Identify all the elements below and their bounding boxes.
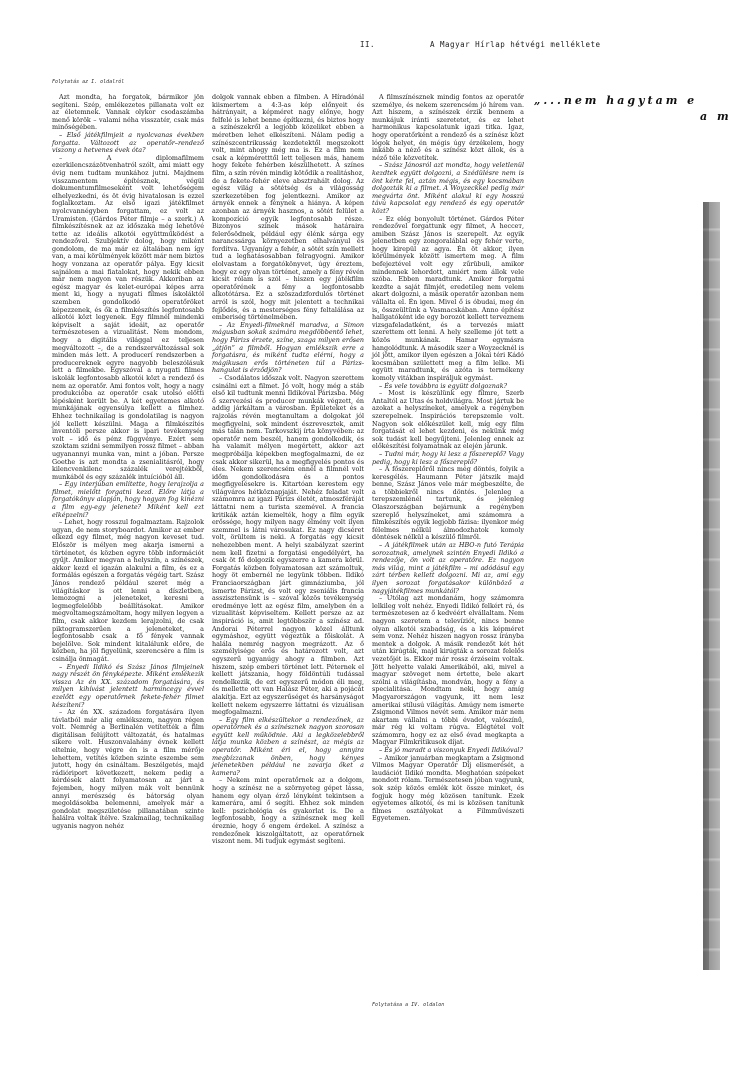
interview-question: – Tudni már, hogy ki lesz a főszereplő? Vagy pedig, hogy ki lesz a főszereplő? [372,449,524,466]
article-column-3 [372,94,524,994]
paragraph: A filmszínésznek mindig fontos az operatőr személye, és nekem szerencsém jó hírem van. Azt hiszem, a színészek érzik bennem a munkájuk iránti szeretetet, és ez lehet harmonikus kapcsolatunk igazi titka. Igaz, hogy operatőrként a rendező és a színész közt lógok helyet, én mégis úgy érzékelem, hogy inkább a néző és a színész közt állok, és a néző téle közvetítek. [372,93,524,162]
interview-question: – Enyedi Ildikó és Szász János filmjeinek nagy részét ön fényképezte. Miként emlékezik vissza Az én XX. századom forgatására, és milyen kihívást jelentett harmincegy évvel ezelőtt egy operatőrnek fekete-fehér filmet készíteni? [52,662,204,709]
continued-from-note: Folytatás az I. oldalról [52,79,125,85]
interview-question: – Első játékfilmjeit a nyolcvanas években forgatta. Változott az operatőr–rendező viszony a hetvenes évek óta? [52,130,204,155]
interview-question: – A játékfilmek után az HBO-n futó Terápia sorozatnak, amelynek szintén Enyedi Ildikó a rendezője, ön volt az operatőre. Ez nagyon más világ, mint a játékfilm – mi adódásul egy zárt térben kellett dolgozni. Mi az, ami egy ilyen sorozat forgatásakor különböző a nagyjátékfilmes munkától? [372,541,524,595]
article-column-1 [52,94,204,994]
continued-to-note: Folytatása a IV. oldalon [372,1002,445,1008]
paragraph: – A főszereplőről nincs még döntés, folyik a keresgélés. Haumann Péter játszik majd benne, Szász János vele már megbeszélte, de a többiekről nincs döntés. Jelenleg a terepszemlénél tartunk, és jelenleg Olaszországban bejárnunk a regényben szereplő helyszíneket, ami számomra a filmkészítés egyik legjobb fázisa: ilyenkor még félelmes nélkül álmodozhatok komoly döntések nélkül a készülő filmről. [372,465,524,542]
paragraph: – A diplomafilmem ezerkilencszázötvenhatról szólt, ami miatt egy évig nem tudtam munkához jutni. Majdnem visszamentem építésznek, végül dokumentumfilmeseként volt lehetőségem elhelyezkedni, és öt évig hivatalosan is ezzel foglalkoztam. Az első igazi játékfilmet nyolcvannégyben forgattam, ez volt az Uramisten. (Gárdos Péter filmje – a szerk.) A filmkészítésnek az az időszaka még lehetővé tette az ideális alkotói együttműködést a rendezővel. Szubjektív dolog, hogy miként gondolom, de ma már ez általában nem így van, a mai körülmények között már nem biztos hogy vonzana az operatőr pálya. Egy kicsit sajnálom a mai fiatalokat, hogy nekik ebben már nem nagyon van részük. Akkoriban az egész magyar és kelet-európai képes arra ment ki, hogy a nyugati filmes iskoláktól szemben gondolkodó operatőröket képezzenek, és ők a filmkészítés legfontosabb alkotói közt legyenek. Egy filmnél mindenki képviselt a saját ideáit, az operatőr természetesen a vizualitást. Nem mondom, hogy a digitális világgal ez teljesen megváltozott –, de a rendszerváltozással sok minden más lett. A producerí rendszerben a producereknek egyre nagyobb beleszólásuk lett a filmekbe. Egyszóval a nyugati filmes iskolák legfontosabb alkotói közt a rendező és nem az operatőr. Ami fontos volt, hogy a nagy produkcióba az operatőr csak utolsó előtti lépésként került be. A két egyetemes alkotó munkájának egyensúlya kellett a filmhez. Ehhez technikailag is gondolatilag is nagyon jól kellett készülni. Maga a filmkészítés inventóli persze akkor is ipari tevékenység volt – idő és pénz függvénye. Ezért sem szoktam szidni semmilyen rossz filmet – abban ugyanannyi munka van, mint a jóban. Persze Goethe is azt mondta a zsenialitásról, hogy kilencvenkilenc százalék verejtékből, munkából és egy százalék intuícióból áll. [52,153,204,481]
pull-quote [528,90,732,130]
page-header [360,40,720,52]
interview-question: – És vele továbbra is együtt dolgoznak? [379,381,507,390]
paragraph: – Most is készülünk egy filmre, Szerb Antaltól az Utas és holdvilágra. Most jártuk be azokat a helyszíneket, amelyek a regényben szerepelnek. Inspirációs terepszemle volt. Nagyon sok előkészület kell, míg egy film forgatását el lehet kezdeni, és nekünk még sok tudást kell begyűjteni. Jelenleg ennek az előkészítési folyamatnak az elején járunk. [372,389,524,451]
article-column-2 [212,94,364,994]
interview-question: – Egy film elkészültekor a rendezőnek, az operatőrnek és a színésznek nagyon szorosan együtt kell működnie. Aki a legközelebbről látja munka közben a színészt, az mégis az operatőr. Miként éri el, hogy annyira megbízzanak önben, hogy kényes jelenetekben például ne zavarja őket a kamera? [212,715,364,777]
paragraph: – Amikor januárban megkaptam a Zsigmond Vilmos Magyar Operatőr Díj elismerését, a laudációt Ildikó mondta. Meghatóan szépeket mondott rólam. Természetesen jóban vagyunk, sok szép közös emlék köt össze minket, és fogjuk hogy még közösen tanítunk. Ezek egyetemes alkotói, és mi is közösen tanítunk filmes osztályokat a Filmművészeti Egyetemen. [372,753,524,823]
paragraph: – Az én XX. századom forgatására ilyen távlatból már alig emlékszem, nagyon régen volt. Nemrég a Berlinalén vetítették a film digitálisan felújított változatát, és hatalmas sikere volt. Huszonvalahány évnek kellett eltelnie, hogy végre én is a film mérője lehettem, vetítés közben szinte eszembe sem jutott, hogy én csináltam. Beszélgetés, majd rádióriport következett, nekem pedig a kérdések alatt folyamatosan az járt a fejemben, hogy milyen mák volt bennünk annyi merészség és bátorság olyan megoldásokba belemenni, amelyek már a gondolat megszületése pillanatában szinte halálra voltak ítélve. Szakmailag, technikailag ugyanis nagyon nehéz [52,708,204,830]
paragraph: – Lehet, hogy rosszul fogalmaztam. Rajzolok ugyan, de nem storyboardot. Amikor az ember elkezd egy filmet, még nagyon keveset tud. Először is mélyen meg akarja ismerni a történetet, és közben egyre több információt gyűjt. Amikor megvan a helyszín, a színészek, akkor kezd el igazán alakulni a film, és ez a formálás egészen a forgatás végéig tart. Szász János rendező például szeret még a világításkor is ott lenni a díszletben, lemozogni a jeleneteket, keresni a legmegfelelőbb beállításokat. Amikor megvoltamegszámoltam, hogy milyen legyen a film, csak akkor kezdem lerajzolni, de csak piktogramszerűen a jeleneteket, a legfontosabb csak a fő fények vannak bejelölve. Sok mindent kitalálunk előre, de közben, ha jöl figyelünk, szerencsére a film is csinálja önmagát. [52,518,204,663]
article-photo [703,202,720,970]
paragraph: Azt mondta, ha forgatok, bármikor jön segíteni. Szép, emlékezetes pillanata volt ez az életemnek. Vannak olykor csodaszámba menő körök – valami néha visszatér, csak más minőségében. [52,93,204,132]
pull-quote-line-2: a m [700,110,732,123]
interview-question: – És jó maradt a viszonyuk Enyedi Ildikóval? [379,746,523,755]
paragraph: – Ez elég bonyolult történet. Gárdos Péter rendezővel forgattunk egy filmet, A hecceт, amiben Szász János is szerepelt. Az egyik jelenetben egy zongoraláblal egy fehér verte, hogy kirepül az agya. Én öt akkor, ilyen körülmények között ismertem meg. A film befejeztével volt egy zűrübuli, amikor mindennek lehordott, amiért nem állok vele szóba. Ebben maradtunk. Amikor forgatni kezdte a saját filmjét, eredetileg nem velem akart dolgozni, a másik operatőr azonban nem vállalta el. Én igen. Mivel ő is óbudai, meg én is, összeültünk a Vasmacskában. Anno építész hallgatóként ide egy borozót kellett terveznem vizsgafeladatként, és a tervezés miatt szerettem ott lenni. A hely szellemе jót tett a közös munkának. Hamar egymásra hangolódtunk. A második szer a Woyzecknél is jól jött, amikor ilyen egészen a Jókai téri Kádó kocsmában születtett meg a film lelke. Mi együtt maradtunk, és azóta is termékeny komoly vitákban inspiráljuk egymást. [372,214,524,382]
paragraph: – Utólag azt mondanám, hogy számomra lelkileg volt nehéz. Enyedi Ildikó felkért rá, és természetesen az ő kedvéért elvállaltam. Nem nagyon szeretem a televíziót, nincs benne olyan alkotói szabadság, és a kis képméret sem vonz. Nehéz hiszen nagyon rossz irányba mentek a dolgok. A másik rendezőt két hét után kirúgták, majd kirúgták a sorozat felelős vezetőjét is. Ekkor már rossz érzéseim voltak. Jött helyette valaki Amerikából, aki, mivel a magyar szöveget nem értette, bele akart szólni a világításba, mondván, hogy a fény a specialitása. Mondtam neki, hogy amíg Magyarországon vagyunk, itt nem lesz amerikai stílusú világítás. Amúgy nem ismerte Zsigmond Vilmos nevét sem. Amikor már nem akartam vállalni a többi évadot, valószínű, már rég ki voltam rúgva. Elégtétel volt számomra, hogy ez az első évad megkapta a Magyar Filmkritikusok díjat. [372,594,524,747]
paragraph: dolgok vannak ebben a filmben. A Híradónál kiismertem a 4:3-as kép előnyeit és hátrányait, a képméret nagy előnye, hogy felfelé is lehet benne építkezni, és biztos hogy a színészekről a legjobb közeliket ebben a méretben lehet elkészíteni. Nálam pedig a színészcentrikusság kezdetektől megszokott volt, mint ahogy még ma is. Ez a film nem csak a képméretttől lett teljesen más, hanem hogy fekete fehérben készülhetett. A színes film, a szín révén mindig kötődik a realitáshoz, de a fekete-fehér eleve absztrahált dolog. Az egész világ a sötétség és a világosság szerkezetében fog jelentkezni. Amikor az árnyék ennek a fénynek a hiánya. A képen azonban az árnyék hasznos, a sötét felület a kompozíció egyik legfontosabb része. Bizonyos színek mások határaira felerősödnek, például egy élénk sárga egy narancssárga környezetben elhalványul és fordítva. Ugyanígy a fehér, a sötét szín mellett tud a leghatásosabban felragyogni. Amikor elolvastam a forgatókönyvet, úgy éreztem, hogy ez egy olyan történet, amely a fény révén kicsit rólam is szól – hiszen egy játékfilm operatőrének a fény a legfontosabb alkotótársa. Ez a szöszadzfordulós történet arról is szól, hogy mit jelentett a technikai fejlődés, és a mesterséges fény feltalálása az emberiség történelmében. [212,93,364,322]
interview-question: – Szász Jánosról azt mondta, hogy veletlenül kezdtek együtt dolgozni, a Szédülésre nem is önt kérte fel, aztán mégis, és egy kocsmában dolgozták ki a filmet. A Woyzeckkel pedig már megvárta önt. Miként alakul ki egy hosszú távú kapcsolat egy rendező és egy operatőr közt? [372,161,524,215]
paragraph: – Nekem mint operatőrnek az a dolgom, hogy a színész ne a szörnyeteg gépet lássa, hanem egy olyan érző lényként tekintsen a kamerára, ami ő segíti. Ehhez sok minden kell: pszichológia és gyakorlat is. De a legfontosabb, hogy a színésznek meg kell éreznie, hogy ő engem érdekel. A színész a rendezőnek kiszolgáltatott, az operatőrnek viszont nem. Mi tudjuk egymást segíteni. [212,776,364,846]
pull-quote-line-1: „...nem hagytam e [534,94,698,107]
interview-question: – Egy interjúban említette, hogy lerajzolja a filmet, mielőtt forgatni kezd. Előre látja a forgatókönyv alapján, hogy hogyan fog kinézni a film egy-egy jelenete? Miként kell ezt elképzelni? [52,480,204,519]
photo-shadow [703,202,709,970]
interview-question: – Az Enyedi-filmeknél maradva, a Simon mágusban sokak számára megdöbbentő lehet, hogy Párizs érzete, színe, szaga milyen erősen „átjön” a filmből. Hogyan emlékszik erre a forgatásra, és miként tudta elérni, hogy a mágikusan erős történeten túl a Párizs-hangulat is érződjön? [212,320,364,375]
paragraph: – Csodálatos időszak volt. Nagyon szerettem csinálni ezt a filmet. Jó volt, hogy még a stáb első kil tudtunk menni Ildikóval Párizsba. Még ő szervezési és producer munkák végzett, én addig járkáltam a városban. Épületeket és a rajzolás révén megtanultam a dolgokat jól megfigyelni, sok mindent észrevesztek, amit más talán nem. Tarkovszkij írta könyvében: az operatőr nem beszél, hanem gondolkodik, és ha valamit mélyen megértett, akkor azt megpróbálja képekben megfogalmazni, de ez csak akkor sikerül, ha a megfigyelés pontos és éles. Nekem szerencsém ennél a filmnél volt időm gondolkodásra és a pontos megfigyelésekre is. Kitartóan kerestem egy világváros hétköznapjaját. Nehéz feladat volt számomra az igazi Párizs életét, atmoszféráját láttatni nem a turista szemével. A francia kritikák aztán kiemelték, hogy a film egyik erőssége, hogy milyen nagy élmény volt ilyen szemmel is látni városukat. Ez nagy dicséret volt, örültem is neki. A forgatás egy kicsit nehezebben ment. A helyi szabályzat szerint nem kell fizetni a forgatási engedélyért, ha csak öt fő dolgozik egyszerre a kamera körül. Forgatás közben folyamatosan azt számoltuk, hogy öt embernél ne legyünk többen. Ildikó Franciaországban járt gimnáziumba, jól ismerte Párizst, és volt egy zseniális francia asszisztensünk is – szóval közös tevékenység eredménye lett az egész film, amelyben én a vizualitást képviseltem. Kellett persze az az inspiráció is, amit legtöbbször a színész ad. Andorai Péterrel nagyon közel álltunk egymáshoz, együtt végeztük a főiskolát. A halála nemrég nagyon megrázott. Az ő személyisége erős és határozott volt, azt egyszerű ugyanúgy ahogy a filmben. Azt hiszem, szép emberi történet lett. Péternek el kellett játszania, hogy földöntúli tudással rendelkezik, de ezt egyszerű módon éli meg, és mellette ott van Halász Péter, aki a pojácát alakítja. Ezt az egyszerűséget és harsányságot kellett nekem egyszerre láttatni és vizuálisan megfogalmazni. [212,373,364,717]
page-number: II. [360,40,376,49]
supplement-title: A Magyar Hírlap hétvégi melléklete [430,40,601,49]
